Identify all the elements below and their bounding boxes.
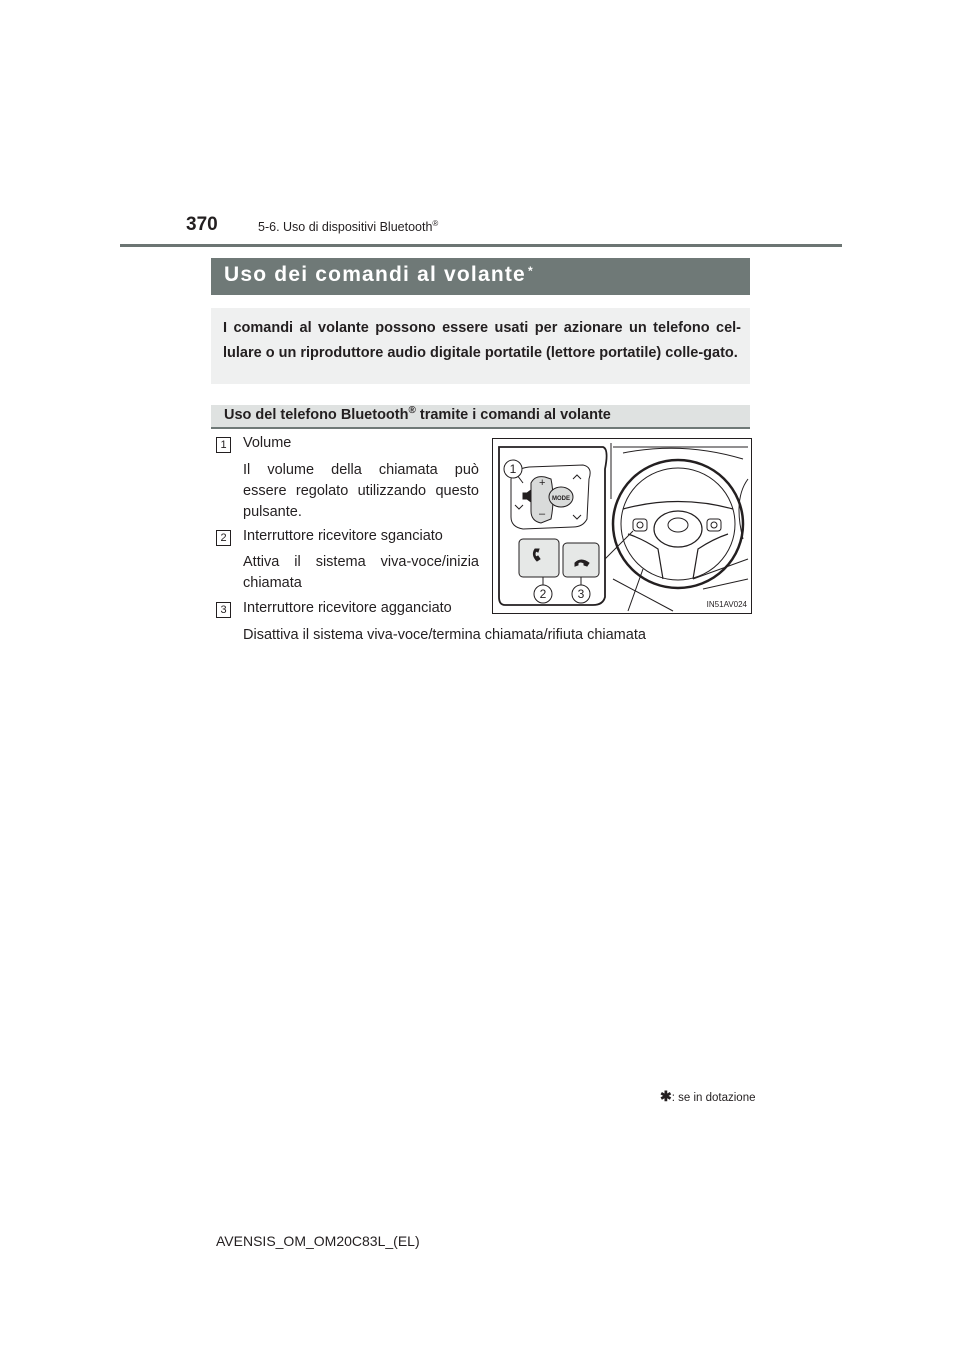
item-desc-1-line-2: essere regolato utilizzando questo <box>243 483 479 499</box>
steering-wheel-illustration <box>492 438 752 614</box>
asterisk-icon: ✱ <box>660 1088 672 1104</box>
item-label-3: Interruttore ricevitore agganciato <box>243 600 452 616</box>
item-desc-1-line-3: pulsante. <box>243 504 302 520</box>
optional-star-icon: * <box>527 264 534 278</box>
item-number-3: 3 <box>216 602 231 618</box>
item-desc-3-line-1: Disattiva il sistema viva-voce/termina chiamata/rifiuta chiamata <box>243 627 646 643</box>
item-desc-1-line-1: Il volume della chiamata può <box>243 462 479 478</box>
section-reference: 5-6. Uso di dispositivi Bluetooth® <box>258 218 439 234</box>
intro-text: I comandi al volante possono essere usati per azionare un telefono cel-lulare o un riproduttore audio digitale portatile (lettore portatile) colle-gato. <box>223 320 741 361</box>
header-rule <box>120 244 842 247</box>
item-number-1: 1 <box>216 437 231 453</box>
callout-1: 1 <box>509 462 517 476</box>
item-desc-2-line-1: Attiva il sistema viva-voce/inizia <box>243 554 479 570</box>
item-label-2: Interruttore ricevitore sganciato <box>243 528 443 544</box>
figure-code: IN51AV024 <box>706 600 747 609</box>
subsection-title-bar <box>211 405 750 429</box>
document-id: AVENSIS_OM_OM20C83L_(EL) <box>216 1233 420 1249</box>
subsection-title: Uso del telefono Bluetooth® tramite i comandi al volante <box>224 405 611 423</box>
item-label-1: Volume <box>243 435 292 451</box>
steering-wheel-drawing <box>493 439 751 613</box>
footnote: ✱: se in dotazione <box>660 1088 756 1104</box>
item-number-2: 2 <box>216 530 231 546</box>
callout-2: 2 <box>539 587 547 601</box>
section-title: Uso dei comandi al volante * <box>224 263 534 286</box>
svg-text:+: + <box>539 477 546 489</box>
callout-3: 3 <box>577 587 585 601</box>
svg-text:–: – <box>539 508 546 520</box>
mode-button-label: MODE <box>552 496 570 502</box>
section-title-bar <box>211 258 750 295</box>
item-desc-2-line-2: chiamata <box>243 575 302 591</box>
intro-box <box>211 308 750 384</box>
page-number: 370 <box>186 214 218 235</box>
